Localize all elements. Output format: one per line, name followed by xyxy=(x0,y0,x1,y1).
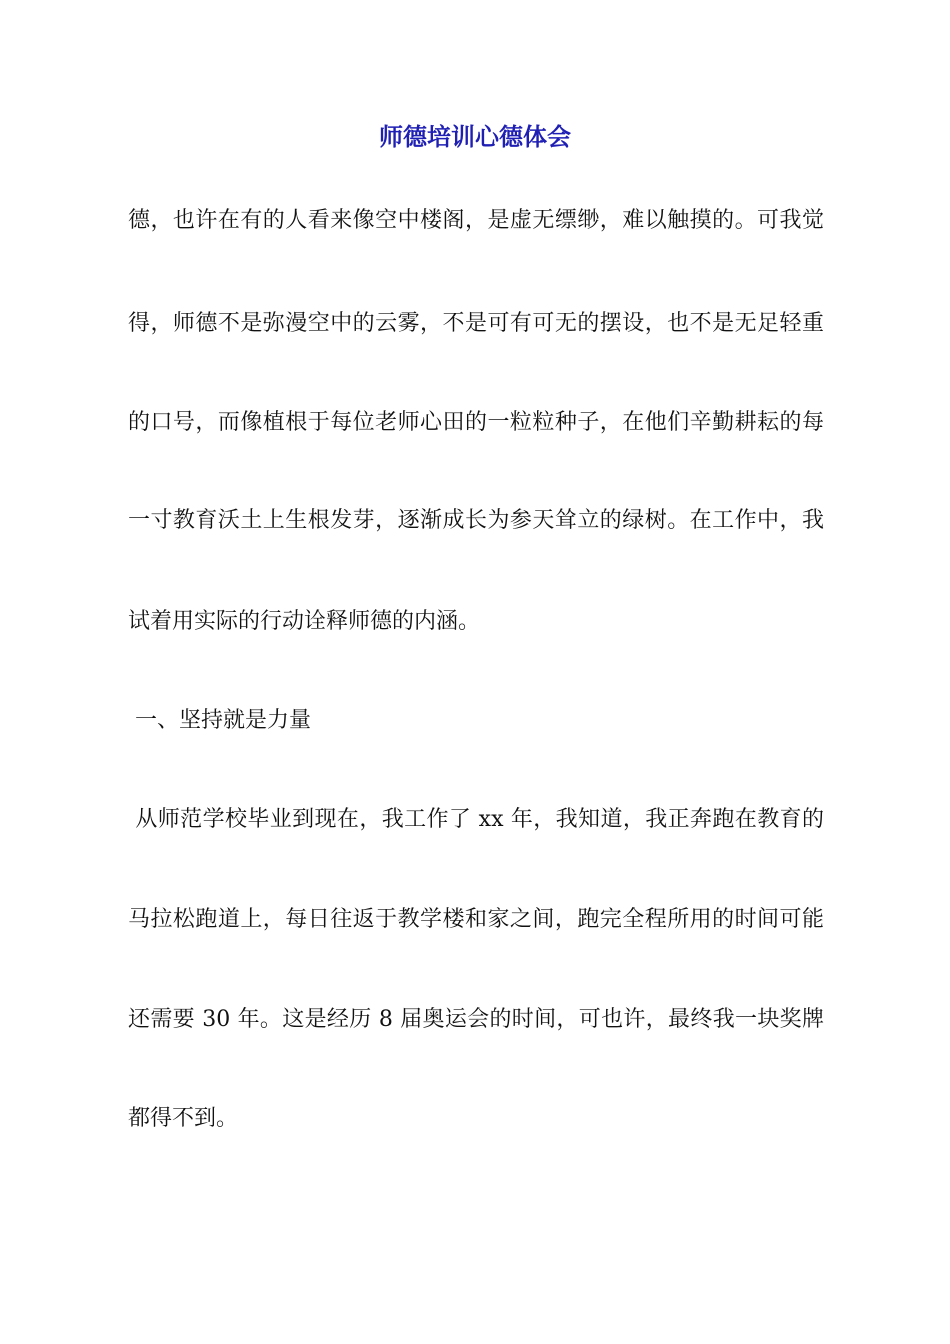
section-heading: 一、坚持就是力量 xyxy=(128,708,311,733)
paragraph-line: 试着用实际的行动诠释师德的内涵。 xyxy=(128,609,481,634)
paragraph-line: 一寸教育沃土上生根发芽，逐渐成长为参天耸立的绿树。在工作中，我 xyxy=(128,508,824,533)
paragraph-line: 得，师德不是弥漫空中的云雾，不是可有可无的摆设，也不是无足轻重 xyxy=(128,311,824,336)
paragraph-line: 马拉松跑道上，每日往返于教学楼和家之间，跑完全程所用的时间可能 xyxy=(128,907,824,932)
paragraph-line: 的口号，而像植根于每位老师心田的一粒粒种子，在他们辛勤耕耘的每 xyxy=(128,410,824,435)
paragraph-line: 都得不到。 xyxy=(128,1106,239,1131)
paragraph-line: 从师范学校毕业到现在，我工作了 xx 年，我知道，我正奔跑在教育的 xyxy=(128,807,824,832)
paragraph-line: 德，也许在有的人看来像空中楼阁，是虚无缥缈，难以触摸的。可我觉 xyxy=(128,208,824,233)
document-title: 师德培训心德体会 xyxy=(379,123,571,151)
paragraph-line: 还需要 30 年。这是经历 8 届奥运会的时间，可也许，最终我一块奖牌 xyxy=(128,1007,824,1032)
